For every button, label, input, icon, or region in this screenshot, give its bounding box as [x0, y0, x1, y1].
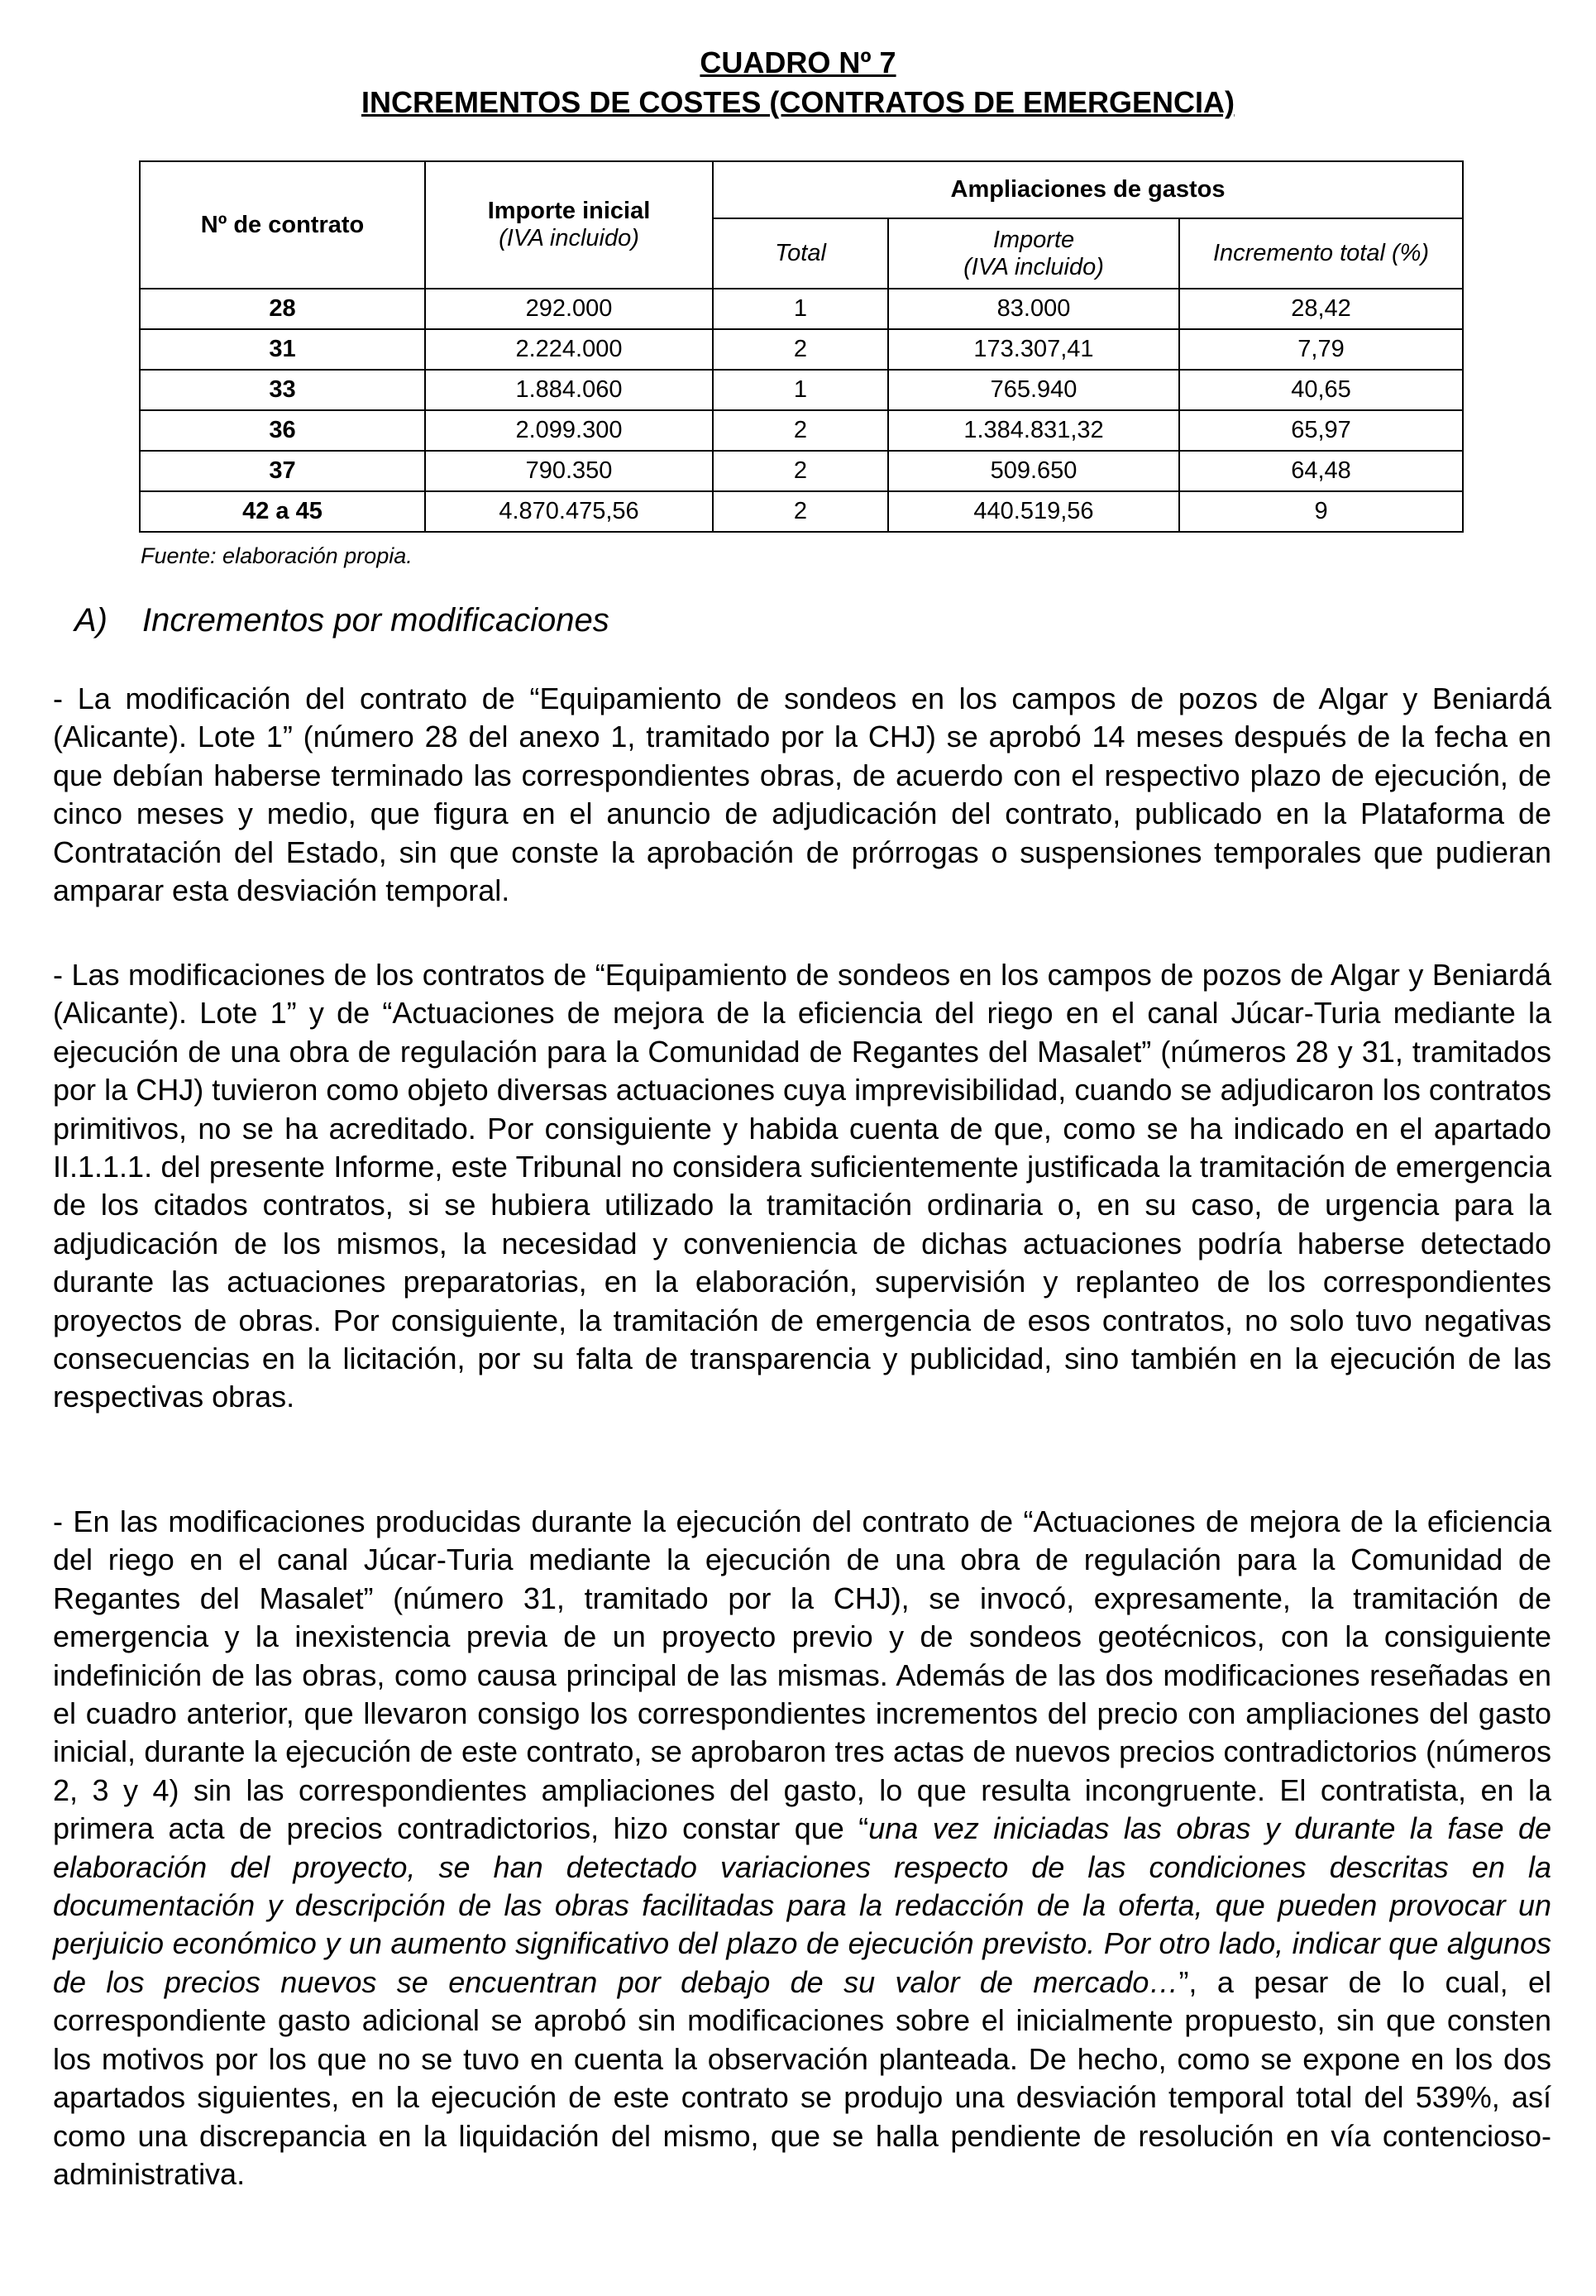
- cell-initial: 1.884.060: [425, 370, 713, 410]
- header-initial-amount-label: Importe inicial: [487, 198, 651, 224]
- paragraph-3-start: - En las modificaciones producidas durante la ejecución del contrato de “Actuaciones de mejora de la eficiencia del riego en el canal Júcar-Turia mediante la ejecución de una obra de regulación para la Comunidad de Regantes del Masalet” (número 31, tramitado por la CHJ), se invocó, expresamente, la tramitación de emergencia y la inexistencia previa de un proyecto previo y de sondeos geotécnicos, con la consiguiente indefinición de las obras, como causa principal de las mismas. Además de las dos modificaciones reseñadas en el cuadro anterior, que llevaron consigo los correspondientes incrementos del precio con ampliaciones del gasto inicial, durante la ejecución de este contrato, se aprobaron tres actas de nuevos precios contradictorios (números 2, 3 y 4) sin las correspondientes ampliaciones del gasto, lo que resulta incongruente. El contratista, en la primera acta de precios contradictorios, hizo constar que “: [53, 1504, 1551, 1846]
- paragraph-2: - Las modificaciones de los contratos de “Equipamiento de sondeos en los campos de pozos de Algar y Beniardá (Alicante). Lote 1” y de “Actuaciones de mejora de la eficiencia del riego en el canal Júcar-Turia mediante la ejecución de una obra de regulación para la Comunidad de Regantes del Masalet” (números 28 y 31, tramitados por la CHJ) tuvieron como objeto diversas actuaciones cuya imprevisibilidad, cuando se adjudicaron los contratos primitivos, no se ha acreditado. Por consiguiente y habida cuenta de que, como se ha indicado en el apartado II.1.1.1. del presente Informe, este Tribunal no considera suficientemente justificada la tramitación de emergencia de los citados contratos, si se hubiera utilizado la tramitación ordinaria o, en su caso, de urgencia para la adjudicación de los mismos, la necesidad y conveniencia de dichas actuaciones podría haberse detectado durante las actuaciones preparatorias, en la elaboración, supervisión y replanteo de los correspondientes proyectos de obras. Por consiguiente, la tramitación de emergencia de esos contratos, no solo tuvo negativas consecuencias en la licitación, por su falta de transparencia y publicidad, sino también en la ejecución de las respectivas obras.: [53, 958, 1551, 1414]
- cell-increase: 64,48: [1179, 451, 1463, 491]
- cell-initial: 790.350: [425, 451, 713, 491]
- header-contract: Nº de contrato: [140, 161, 425, 289]
- cell-amount: 173.307,41: [888, 329, 1179, 370]
- cell-increase: 40,65: [1179, 370, 1463, 410]
- cell-increase: 7,79: [1179, 329, 1463, 370]
- table-title: INCREMENTOS DE COSTES (CONTRATOS DE EMERGENCIA): [361, 85, 1235, 119]
- cell-amount: 509.650: [888, 451, 1179, 491]
- paragraph-3-quote: una vez iniciadas las obras y durante la fase de elaboración del proyecto, se han detectado variaciones respecto de las condiciones descritas en la documentación y descripción de las obras facilitadas para la redacción de la oferta, que pueden provocar un perjuicio económico y un aumento significativo del plazo de ejecución previsto. Por otro lado, indicar que algunos de los precios nuevos se encuentran por debajo de su valor de mercado…: [53, 1811, 1551, 1999]
- cell-total: 2: [713, 451, 888, 491]
- header-initial-amount: [425, 161, 713, 289]
- header-amount: [888, 218, 1179, 289]
- cell-total: 2: [713, 410, 888, 451]
- cell-contract: 33: [140, 370, 425, 410]
- cell-total: 1: [713, 289, 888, 329]
- table-row: [140, 410, 1463, 451]
- cell-initial: 2.099.300: [425, 410, 713, 451]
- cell-increase: 9: [1179, 491, 1463, 532]
- cell-initial: 2.224.000: [425, 329, 713, 370]
- cell-contract: 31: [140, 329, 425, 370]
- cell-increase: 28,42: [1179, 289, 1463, 329]
- cell-contract: 36: [140, 410, 425, 451]
- cell-contract: 28: [140, 289, 425, 329]
- section-label: A): [74, 602, 108, 639]
- section-title: Incrementos por modificaciones: [142, 602, 609, 639]
- cost-increase-table: [139, 160, 1464, 533]
- cell-initial: 292.000: [425, 289, 713, 329]
- cell-increase: 65,97: [1179, 410, 1463, 451]
- table-source-note: Fuente: elaboración propia.: [141, 543, 413, 568]
- table-row: [140, 289, 1463, 329]
- cell-total: 2: [713, 329, 888, 370]
- cell-contract: 37: [140, 451, 425, 491]
- table-row: [140, 370, 1463, 410]
- cell-amount: 1.384.831,32: [888, 410, 1179, 451]
- table-row: [140, 329, 1463, 370]
- header-initial-amount-note: (IVA incluido): [499, 225, 639, 251]
- cell-amount: 83.000: [888, 289, 1179, 329]
- table-row: [140, 451, 1463, 491]
- cell-total: 2: [713, 491, 888, 532]
- header-total: Total: [713, 218, 888, 289]
- paragraph-1: - La modificación del contrato de “Equipamiento de sondeos en los campos de pozos de Algar y Beniardá (Alicante). Lote 1” (número 28 del anexo 1, tramitado por la CHJ) se aprobó 14 meses después de la fecha en que debían haberse terminado las correspondientes obras, de acuerdo con el respectivo plazo de ejecución, de cinco meses y medio, que figura en el anuncio de adjudicación del contrato, publicado en la Plataforma de Contratación del Estado, sin que conste la aprobación de prórrogas o suspensiones temporales que pudieran amparar esta desviación temporal.: [53, 682, 1551, 908]
- cell-amount: 765.940: [888, 370, 1179, 410]
- table-row: [140, 491, 1463, 532]
- header-extensions: Ampliaciones de gastos: [713, 161, 1463, 218]
- cell-amount: 440.519,56: [888, 491, 1179, 532]
- paragraph-3: [53, 1503, 1551, 2193]
- paragraph-3-end: ”, a pesar de lo cual, el correspondiente gasto adicional se aprobó sin modificaciones sobre el inicialmente propuesto, sin que consten los motivos por los que no se tuvo en cuenta la observación planteada. De hecho, como se expone en los dos apartados siguientes, en la ejecución de este contrato se produjo una desviación temporal total del 539%, así como una discrepancia en la liquidación del mismo, que se halla pendiente de resolución en vía contencioso-administrativa.: [53, 1964, 1551, 2191]
- section-heading: [74, 602, 609, 639]
- header-amount-note: (IVA incluido): [963, 253, 1104, 280]
- table-title-number: CUADRO Nº 7: [700, 45, 896, 79]
- cell-initial: 4.870.475,56: [425, 491, 713, 532]
- header-amount-label: Importe: [992, 226, 1075, 253]
- header-increase: Incremento total (%): [1179, 218, 1463, 289]
- cell-total: 1: [713, 370, 888, 410]
- cell-contract: 42 a 45: [140, 491, 425, 532]
